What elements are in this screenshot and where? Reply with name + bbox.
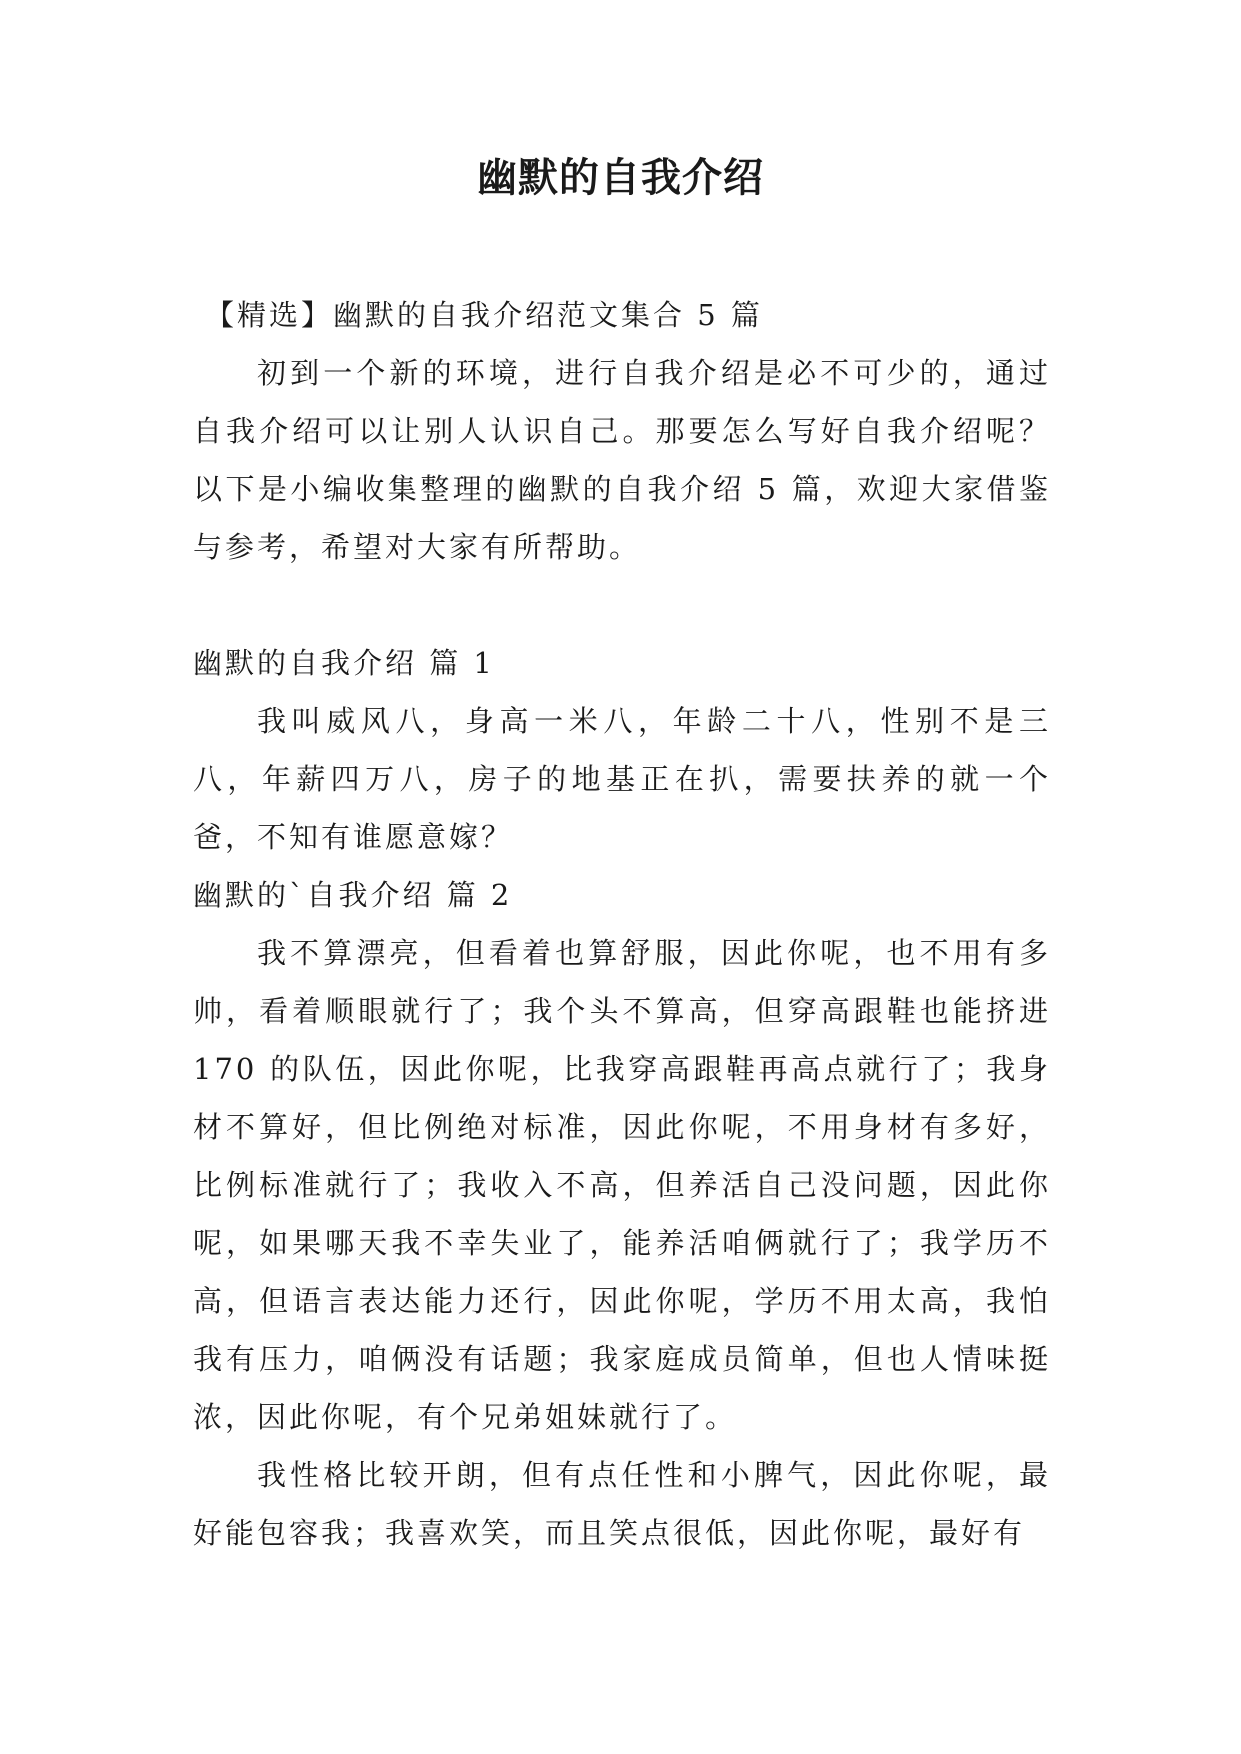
section-1-heading: 幽默的自我介绍 篇 1 (193, 646, 495, 680)
intro-paragraph: 初到一个新的环境，进行自我介绍是必不可少的，通过自我介绍可以让别人认识自己。那要怎么写好自我介绍呢？以下是小编收集整理的幽默的自我介绍 5 篇，欢迎大家借鉴与参考，希望对大家有所帮助。 (193, 356, 1051, 564)
section-spacer (193, 576, 1051, 634)
section-2-paragraph-2: 我性格比较开朗，但有点任性和小脾气，因此你呢，最好能包容我；我喜欢笑，而且笑点很低，因此你呢，最好有 (193, 1458, 1051, 1550)
document-body (193, 286, 1051, 1562)
intro-heading: 【精选】幽默的自我介绍范文集合 5 篇 (205, 298, 763, 332)
section-2-heading: 幽默的`自我介绍 篇 2 (193, 878, 513, 912)
section-1-paragraph: 我叫威风八，身高一米八，年龄二十八，性别不是三八，年薪四万八，房子的地基正在扒，需要扶养的就一个爸，不知有谁愿意嫁？ (193, 704, 1051, 854)
section-2-paragraph-1: 我不算漂亮，但看着也算舒服，因此你呢，也不用有多帅，看着顺眼就行了；我个头不算高，但穿高跟鞋也能挤进 170 的队伍，因此你呢，比我穿高跟鞋再高点就行了；我身材不算好，但比例绝对标准，因此你呢，不用身材有多好，比例标准就行了；我收入不高，但养活自己没问题，因此你呢，如果哪天我不幸失业了，能养活咱俩就行了；我学历不高，但语言表达能力还行，因此你呢，学历不用太高，我怕我有压力，咱俩没有话题；我家庭成员简单，但也人情味挺浓，因此你呢，有个兄弟姐妹就行了。 (193, 936, 1051, 1434)
document-title: 幽默的自我介绍 (477, 155, 764, 201)
